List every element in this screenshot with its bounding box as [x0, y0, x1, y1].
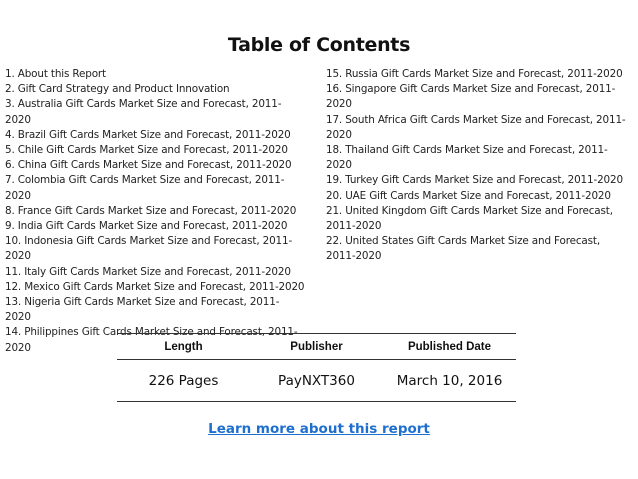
learn-more-link[interactable]: Learn more about this report [208, 421, 430, 437]
table-header-row [117, 334, 516, 360]
toc-item: 13. Nigeria Gift Cards Market Size and Forecast, 2011-2020 [5, 296, 280, 324]
table-row [117, 360, 516, 402]
toc-left-column [5, 67, 305, 356]
report-info-table [117, 333, 516, 402]
toc-item: 15. Russia Gift Cards Market Size and Forecast, 2011-2020 [326, 68, 623, 80]
publisher-header: Publisher [250, 334, 383, 360]
page-title: Table of Contents [227, 34, 411, 56]
toc-item: 5. Chile Gift Cards Market Size and Forecast, 2011-2020 [5, 144, 288, 157]
published-date-value: March 10, 2016 [383, 360, 516, 402]
toc-item: 16. Singapore Gift Cards Market Size and Forecast, 2011-2020 [326, 83, 616, 111]
toc-right-column [326, 67, 630, 265]
toc-item: 19. Turkey Gift Cards Market Size and Forecast, 2011-2020 [326, 174, 623, 187]
toc-item: 8. France Gift Cards Market Size and Forecast, 2011-2020 [5, 204, 297, 217]
toc-item: 4. Brazil Gift Cards Market Size and Forecast, 2011-2020 [5, 128, 291, 141]
published-date-header: Published Date [383, 334, 516, 360]
toc-item: 6. China Gift Cards Market Size and Forecast, 2011-2020 [5, 159, 292, 172]
toc-item: 1. About this Report [5, 68, 106, 80]
toc-item: 20. UAE Gift Cards Market Size and Forecast, 2011-2020 [326, 189, 611, 202]
toc-item: 21. United Kingdom Gift Cards Market Size and Forecast, 2011-2020 [326, 204, 613, 233]
toc-item: 18. Thailand Gift Cards Market Size and Forecast, 2011-2020 [326, 144, 608, 172]
toc-item: 7. Colombia Gift Cards Market Size and Forecast, 2011-2020 [5, 174, 285, 202]
length-value: 226 Pages [117, 360, 250, 402]
toc-item: 11. Italy Gift Cards Market Size and Forecast, 2011-2020 [5, 265, 291, 278]
toc-item: 3. Australia Gift Cards Market Size and Forecast, 2011-2020 [5, 98, 282, 126]
publisher-value: PayNXT360 [250, 360, 383, 402]
toc-item: 12. Mexico Gift Cards Market Size and Forecast, 2011-2020 [5, 280, 305, 293]
toc-item: 22. United States Gift Cards Market Size and Forecast, 2011-2020 [326, 235, 600, 263]
toc-item: 9. India Gift Cards Market Size and Forecast, 2011-2020 [5, 220, 288, 233]
toc-item: 17. South Africa Gift Cards Market Size and Forecast, 2011-2020 [326, 113, 626, 141]
toc-item: 2. Gift Card Strategy and Product Innovation [5, 83, 230, 96]
toc-item: 14. Philippines Gift Cards Market Size and Forecast, 2011-2020 [5, 326, 298, 354]
length-header: Length [117, 334, 250, 360]
toc-item: 10. Indonesia Gift Cards Market Size and Forecast, 2011-2020 [5, 235, 293, 263]
